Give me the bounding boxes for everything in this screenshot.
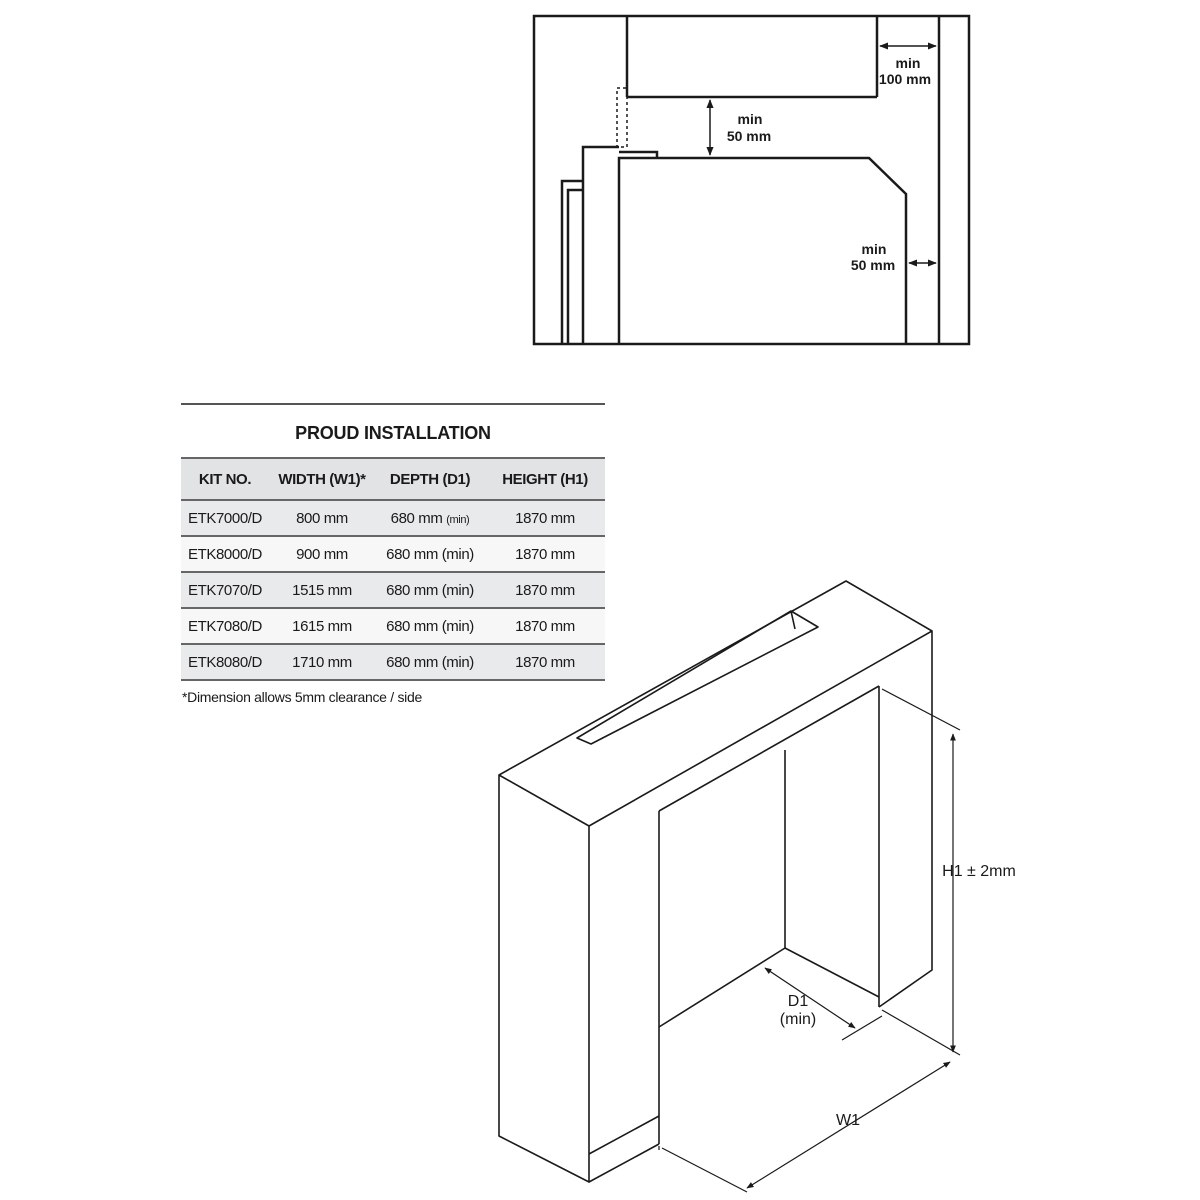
header-kit-no: KIT NO. [181,458,269,500]
isometric-kit-diagram [0,560,1200,1200]
cell-width: 1615 mm [269,608,375,644]
top-front-face [589,631,932,1007]
label-d1: D1 [787,993,809,1010]
cell-width: 1710 mm [269,644,375,680]
depth-value: 680 mm [386,545,438,563]
cell-kit: ETK8000/D [181,536,269,572]
label-min-50-top-line2: 50 mm [726,128,772,144]
cell-height: 1870 mm [485,500,605,536]
top-surface [499,581,932,775]
label-w1: W1 [836,1112,860,1129]
label-min-50-top-line1: min [737,111,763,127]
cell-height: 1870 mm [485,572,605,608]
depth-note: (min) [441,581,474,599]
label-min-100-line1: min [895,55,921,71]
depth-note: (min) [441,545,474,563]
depth-value: 680 mm [386,653,438,671]
depth-value: 680 mm [390,509,443,527]
label-h1: H1 ± 2mm [942,863,1016,880]
cell-width: 1515 mm [269,572,375,608]
table-header-row [181,458,605,500]
cell-height: 1870 mm [485,536,605,572]
depth-value: 680 mm [386,581,438,599]
clearance-section-diagram [0,0,1200,360]
top-slot [577,611,818,744]
cell-kit: ETK7000/D [181,500,269,536]
header-width: WIDTH (W1)* [269,458,375,500]
table-footnote: *Dimension allows 5mm clearance / side [182,689,422,705]
depth-value: 680 mm [386,617,438,635]
left-pillar [499,775,589,1182]
cell-kit: ETK7080/D [181,608,269,644]
cell-kit: ETK8080/D [181,644,269,680]
cell-kit: ETK7070/D [181,572,269,608]
label-min-100-line2: 100 mm [878,71,932,87]
label-min-50-side-line1: min [861,241,887,257]
label-min-50-side-line2: 50 mm [850,257,896,273]
header-height: HEIGHT (H1) [485,458,605,500]
appliance-door [583,147,619,344]
depth-note: (min) [446,513,470,526]
cell-height: 1870 mm [485,644,605,680]
depth-note: (min) [441,653,474,671]
cell-depth [375,500,485,536]
table-row [181,500,605,536]
label-d1-note: (min) [779,1011,817,1028]
cell-width: 800 mm [269,500,375,536]
depth-note: (min) [441,617,474,635]
cell-height: 1870 mm [485,608,605,644]
header-depth: DEPTH (D1) [375,458,485,500]
cell-width: 900 mm [269,536,375,572]
table-title: PROUD INSTALLATION [295,423,491,443]
vent-outline [617,88,627,147]
